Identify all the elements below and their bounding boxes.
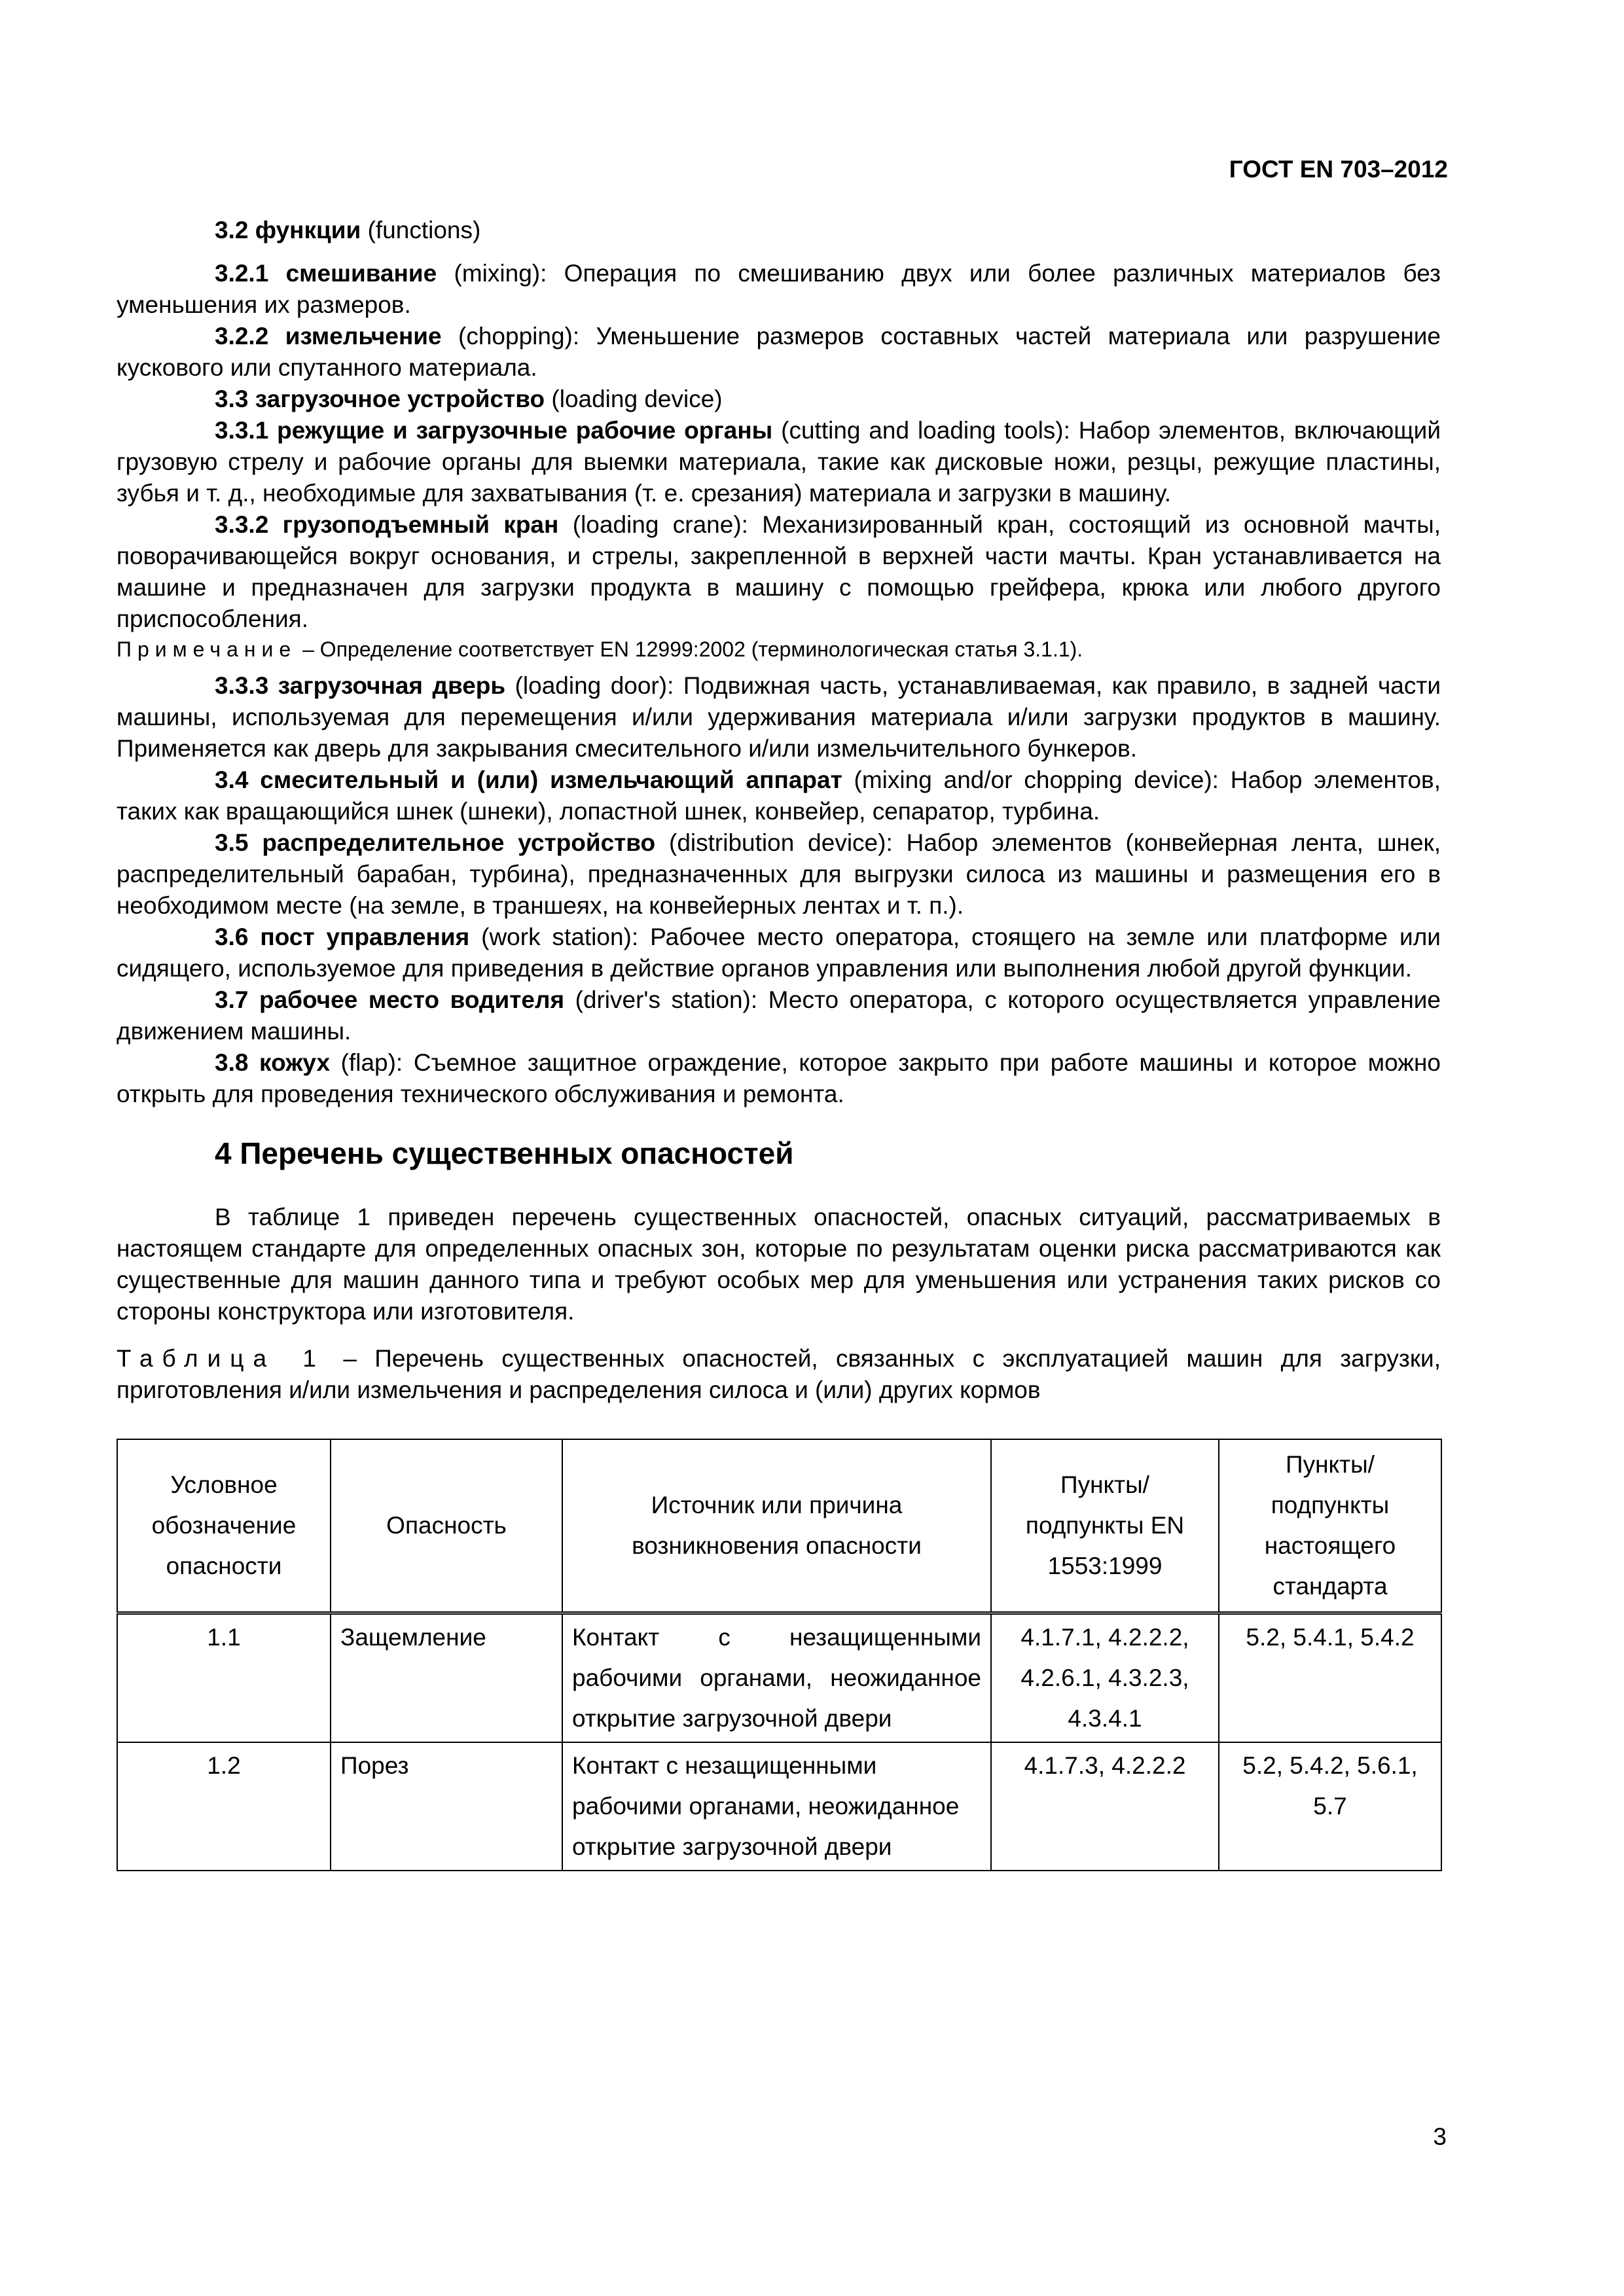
table-cell: 4.1.7.1, 4.2.2.2, 4.2.6.1, 4.3.2.3, 4.3.4.1 <box>991 1613 1219 1743</box>
term-text: (cutting and loading tools): Набор элементов, включающий грузовую стрелу и рабочие органы для выемки материала, такие как дисковые ножи, резцы, режущие пластины, зубья и т. д., необходимые для захватывания (т. е. срезания) материала и загрузки в машину. <box>117 417 1441 507</box>
term-name: кожух <box>259 1049 331 1076</box>
table-cell: Порез <box>331 1742 562 1871</box>
page-number: 3 <box>1433 2123 1447 2150</box>
document-header: ГОСТ EN 703–2012 <box>1229 156 1448 183</box>
column-header: Опасность <box>331 1439 562 1613</box>
definition-paragraph <box>117 258 1441 321</box>
definition-paragraph <box>117 415 1441 509</box>
table-cell: 4.1.7.3, 4.2.2.2 <box>991 1742 1219 1871</box>
column-header: Пункты/ подпункты настоящего стандарта <box>1219 1439 1441 1613</box>
term-name: смесительный и (или) измельчающий аппарат <box>260 766 842 793</box>
term-number: 3.5 <box>215 829 249 856</box>
term-name: рабочее место водителя <box>259 986 565 1013</box>
table-caption-text: – Перечень существенных опасностей, связанных с эксплуатацией машин для загрузки, приготовления и/или измельчения и распределения силоса и (или) других кормов <box>117 1345 1441 1403</box>
note <box>117 635 1441 664</box>
term-text: (distribution device): Набор элементов (конвейерная лента, шнек, распределительный барабан, турбина), предназначенных для выгрузки силоса из машины и размещения его в необходимом месте (на земле, в траншеях, на конвейерных лентах и т. п.). <box>117 829 1441 919</box>
term-number: 3.6 <box>215 924 249 950</box>
table-caption-label: Таблица 1 <box>117 1345 325 1372</box>
term-name: измельчение <box>285 323 442 350</box>
term-name: пост управления <box>260 924 470 950</box>
term-name: загрузочная дверь <box>278 672 506 699</box>
term-name: режущие и загрузочные рабочие органы <box>277 417 773 444</box>
table-cell: 5.2, 5.4.1, 5.4.2 <box>1219 1613 1441 1743</box>
table-cell: 1.1 <box>117 1613 331 1743</box>
definition-paragraph <box>117 984 1441 1047</box>
table-cell: 5.2, 5.4.2, 5.6.1, 5.7 <box>1219 1742 1441 1871</box>
table-cell: Защемление <box>331 1613 562 1743</box>
definition-paragraph <box>117 509 1441 635</box>
term-name: распределительное устройство <box>262 829 656 856</box>
table-cell: Контакт с незащищенными рабочими органами, неожиданное открытие загрузочной двери <box>562 1742 991 1871</box>
term-number: 3.4 <box>215 766 249 793</box>
note-label: Примечание <box>117 637 297 661</box>
column-header: Пункты/ подпункты EN 1553:1999 <box>991 1439 1219 1613</box>
term-text: (mixing and/or chopping device): Набор элементов, таких как вращающийся шнек (шнеки), лопастной шнек, конвейер, сепаратор, турбина. <box>117 766 1441 825</box>
column-header: Условное обозначение опасности <box>117 1439 331 1613</box>
hazards-table <box>117 1439 1442 1871</box>
term-number: 3.2 <box>215 217 249 243</box>
term-number: 3.3.1 <box>215 417 269 444</box>
definition-paragraph <box>117 922 1441 984</box>
term-number: 3.7 <box>215 986 249 1013</box>
term-name: смешивание <box>285 260 437 287</box>
term-number: 3.2.2 <box>215 323 269 350</box>
term-name: загрузочное устройство <box>255 386 545 412</box>
table-caption <box>117 1343 1441 1406</box>
definition-paragraph <box>117 1047 1441 1110</box>
term-number: 3.3 <box>215 386 249 412</box>
section-heading: 4 Перечень существенных опасностей <box>215 1136 794 1170</box>
term-name: грузоподъемный кран <box>282 511 559 538</box>
term-text: (loading door): Подвижная часть, устанавливаемая, как правило, в задней части машины, используемая для перемещения и/или удерживания материала и/или загрузки продуктов в машину. Применяется как дверь для закрывания смесительного и/или измельчительного бункеров. <box>117 672 1441 762</box>
term-text: (loading device) <box>545 386 723 412</box>
term-number: 3.2.1 <box>215 260 269 287</box>
page-content <box>117 215 1441 1871</box>
term-text: (driver's station): Место оператора, с которого осуществляется управление движением машины. <box>117 986 1441 1045</box>
column-header: Источник или причина возникновения опасности <box>562 1439 991 1613</box>
definition-paragraph <box>117 215 1441 246</box>
term-text: (flap): Съемное защитное ограждение, которое закрыто при работе машины и которое можно открыть для проведения технического обслуживания и ремонта. <box>117 1049 1441 1107</box>
term-number: 3.3.2 <box>215 511 269 538</box>
definition-paragraph <box>117 670 1441 764</box>
definition-paragraph <box>117 384 1441 415</box>
table-cell: Контакт с незащищенными рабочими органами, неожиданное открытие загрузочной двери <box>562 1613 991 1743</box>
term-text: (chopping): Уменьшение размеров составных частей материала или разрушение кускового или спутанного материала. <box>117 323 1441 381</box>
term-text: (work station): Рабочее место оператора, стоящего на земле или платформе или сидящего, используемое для приведения в действие органов управления или выполнения любой другой функции. <box>117 924 1441 982</box>
term-text: (mixing): Операция по смешиванию двух или более различных материалов без уменьшения их размеров. <box>117 260 1441 318</box>
term-text: (loading crane): Механизированный кран, состоящий из основной мачты, поворачивающейся вокруг основания, и стрелы, закрепленной в верхней части мачты. Кран устанавливается на машине и предназначен для загрузки продукта в машину с помощью грейфера, крюка или любого другого приспособления. <box>117 511 1441 632</box>
term-text: (functions) <box>361 217 481 243</box>
term-number: 3.3.3 <box>215 672 269 699</box>
definition-paragraph <box>117 827 1441 922</box>
table-row <box>117 1613 1441 1743</box>
term-name: функции <box>255 217 361 243</box>
term-number: 3.8 <box>215 1049 249 1076</box>
note-text: – Определение соответствует EN 12999:2002 (терминологическая статья 3.1.1). <box>297 637 1083 661</box>
table-cell: 1.2 <box>117 1742 331 1871</box>
intro-paragraph: В таблице 1 приведен перечень существенных опасностей, опасных ситуаций, рассматриваемых в настоящем стандарте для определенных опасных зон, которые по результатам оценки риска рассматриваются как существенные для машин данного типа и требуют особых мер для уменьшения или устранения таких рисков со стороны конструктора или изготовителя. <box>117 1204 1441 1325</box>
definition-paragraph <box>117 321 1441 384</box>
table-header-row <box>117 1439 1441 1613</box>
definition-paragraph <box>117 764 1441 827</box>
table-row <box>117 1742 1441 1871</box>
